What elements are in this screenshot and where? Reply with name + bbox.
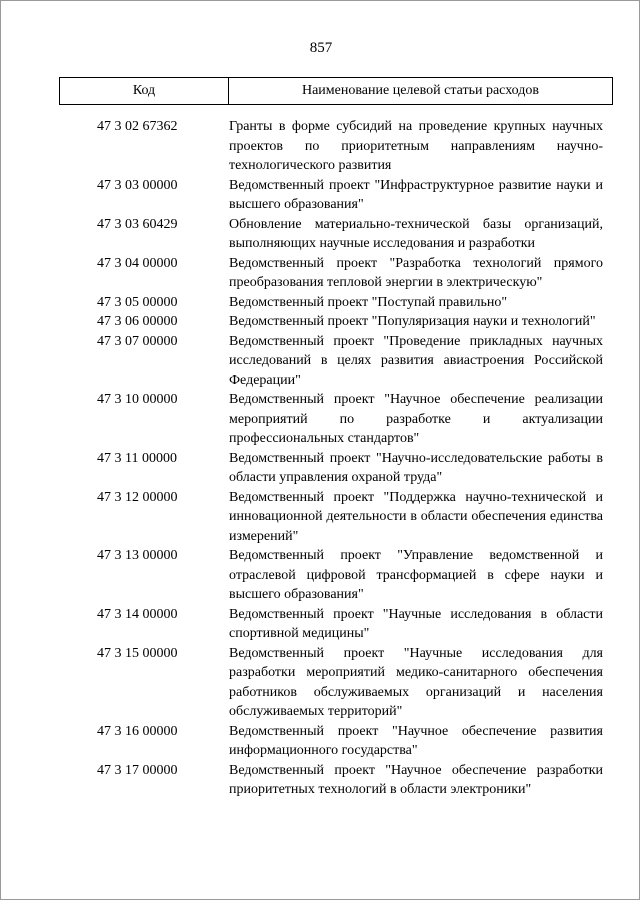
row-code: 47 3 10 00000 xyxy=(97,392,178,407)
row-code: 47 3 14 00000 xyxy=(97,606,178,622)
row-name: Ведомственный проект "Управление ведомственной и отраслевой цифровой трансформацией в сфере науки и высшего образования" xyxy=(229,548,603,602)
row-code: 47 3 04 00000 xyxy=(97,255,178,271)
row-name: Ведомственный проект "Научно-исследовательские работы в области управления охраной труда" xyxy=(229,450,603,485)
table-row xyxy=(1,176,640,215)
row-code: 47 3 03 60429 xyxy=(97,216,178,232)
table-row xyxy=(1,293,640,313)
table-row xyxy=(1,312,640,332)
table-row xyxy=(1,761,640,800)
row-name: Ведомственный проект "Научные исследования в области спортивной медицины" xyxy=(229,606,603,641)
row-code: 47 3 05 00000 xyxy=(97,294,178,310)
row-name: Ведомственный проект "Разработка технологий прямого преобразования тепловой энергии в электрическую" xyxy=(229,255,603,290)
table-row xyxy=(1,117,640,176)
row-code: 47 3 02 67362 xyxy=(97,119,178,134)
row-name: Обновление материально-технической базы организаций, выполняющих научные исследования и разработки xyxy=(229,216,603,251)
header-code: Код xyxy=(60,78,229,104)
row-name: Ведомственный проект "Научное обеспечение развития информационного государства" xyxy=(229,723,603,758)
table-row xyxy=(1,488,640,547)
table-row xyxy=(1,644,640,722)
row-code: 47 3 11 00000 xyxy=(97,450,177,466)
table-row xyxy=(1,390,640,449)
table-row xyxy=(1,332,640,391)
row-code: 47 3 07 00000 xyxy=(97,333,178,349)
row-name: Ведомственный проект "Инфраструктурное развитие науки и высшего образования" xyxy=(229,177,603,212)
row-code: 47 3 13 00000 xyxy=(97,548,178,563)
row-code: 47 3 17 00000 xyxy=(97,762,178,778)
row-code: 47 3 06 00000 xyxy=(97,314,178,329)
row-code: 47 3 12 00000 xyxy=(97,489,178,505)
row-name: Ведомственный проект "Проведение прикладных научных исследований в целях развития авиастроения Российской Федерации" xyxy=(229,333,603,388)
row-name: Ведомственный проект "Научное обеспечение разработки приоритетных технологий в области электроники" xyxy=(229,762,603,797)
table-body xyxy=(1,117,640,800)
row-name: Ведомственный проект "Поддержка научно-технической и инновационной деятельности в области обеспечения единства измерений" xyxy=(229,489,603,544)
table-row xyxy=(1,254,640,293)
row-name: Гранты в форме субсидий на проведение крупных научных проектов по приоритетным направлениям научно-технологического развития xyxy=(229,119,603,173)
table-row xyxy=(1,449,640,488)
row-name: Ведомственный проект "Поступай правильно" xyxy=(229,294,508,310)
page-number: 857 xyxy=(309,40,333,56)
table-header xyxy=(59,77,613,105)
row-code: 47 3 03 00000 xyxy=(97,177,178,193)
row-code: 47 3 15 00000 xyxy=(97,645,178,661)
table-row xyxy=(1,722,640,761)
table-row xyxy=(1,546,640,605)
row-name: Ведомственный проект "Научные исследования для разработки мероприятий медико-санитарного обеспечения работников обслуживаемых организаций и населения обслуживаемых территорий" xyxy=(229,645,603,719)
header-name: Наименование целевой статьи расходов xyxy=(301,83,540,98)
table-row xyxy=(1,215,640,254)
row-code: 47 3 16 00000 xyxy=(97,723,178,739)
table-row xyxy=(1,605,640,644)
row-name: Ведомственный проект "Научное обеспечение реализации мероприятий по разработке и актуализации профессиональных стандартов" xyxy=(229,392,603,446)
row-name: Ведомственный проект "Популяризация науки и технологий" xyxy=(229,314,596,329)
